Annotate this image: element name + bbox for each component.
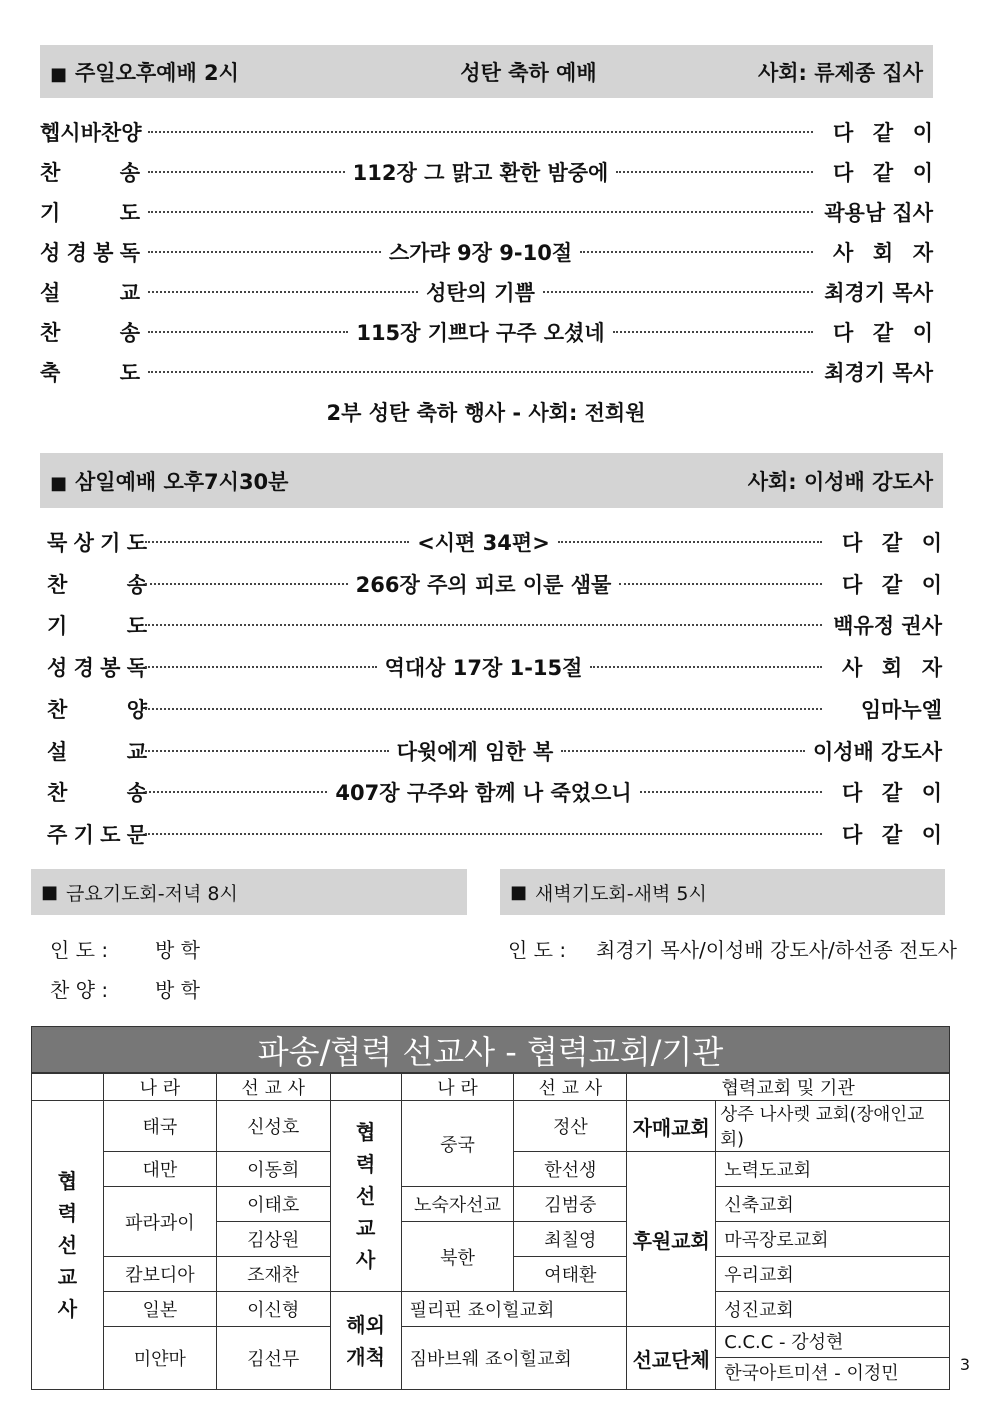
sister-label: 자매교회 bbox=[627, 1101, 716, 1152]
group2-label: 협 력 선 교 사 bbox=[330, 1101, 401, 1292]
order-label: 묵 상 기 도 bbox=[47, 531, 147, 555]
dotted-leader bbox=[616, 171, 813, 173]
org-label: 선교단체 bbox=[627, 1327, 716, 1390]
order-middle bbox=[137, 569, 830, 599]
order-content: 112장 그 맑고 환한 밤중에 bbox=[352, 161, 609, 185]
afternoon-service-header bbox=[40, 45, 933, 98]
missionary-cell: 김범중 bbox=[514, 1187, 627, 1222]
order-label: 찬 송 bbox=[47, 781, 147, 806]
order-leader: 다 같 이 bbox=[833, 121, 933, 145]
overseas-label: 해외 개척 bbox=[330, 1292, 401, 1390]
missionary-cell: 김선무 bbox=[216, 1327, 330, 1390]
support-label: 후원교회 bbox=[627, 1152, 716, 1327]
missions-table bbox=[31, 1073, 950, 1390]
friday-prayer-header: ■ 금요기도회-저녁 8시 bbox=[31, 869, 467, 915]
dotted-leader bbox=[148, 331, 348, 333]
missionary-cell: 이동희 bbox=[216, 1152, 330, 1187]
country-cell: 대만 bbox=[103, 1152, 216, 1187]
missionary-cell: 한선생 bbox=[514, 1152, 627, 1187]
order-row bbox=[47, 610, 942, 640]
country-cell: 캄보디아 bbox=[103, 1257, 216, 1292]
group1-label: 협 력 선 교 사 bbox=[32, 1101, 104, 1390]
sister-church: 상주 나사렛 교회(장애인교회) bbox=[716, 1101, 950, 1152]
order-row bbox=[40, 237, 933, 267]
order-middle bbox=[140, 131, 821, 133]
missionary-cell: 조재찬 bbox=[216, 1257, 330, 1292]
order-row bbox=[40, 277, 933, 307]
order-middle bbox=[137, 624, 830, 626]
col-churches: 협력교회 및 기관 bbox=[627, 1074, 950, 1101]
dotted-leader bbox=[145, 624, 822, 626]
dotted-leader bbox=[148, 171, 345, 173]
order-leader: 이성배 강도사 bbox=[812, 739, 942, 764]
order-row bbox=[47, 777, 942, 807]
order-content: 역대상 17장 1-15절 bbox=[384, 656, 583, 681]
order-middle bbox=[140, 211, 821, 213]
col-missionary: 선 교 사 bbox=[216, 1074, 330, 1101]
missionary-cell: 이태호 bbox=[216, 1187, 330, 1222]
dotted-leader bbox=[558, 541, 822, 543]
order-label: 성 경 봉 독 bbox=[40, 241, 140, 265]
order-leader: 다 같 이 bbox=[842, 781, 942, 806]
order-row bbox=[47, 736, 942, 766]
dotted-leader bbox=[145, 541, 409, 543]
missionary-cell: 최칠영 bbox=[514, 1222, 627, 1257]
order-middle bbox=[137, 777, 830, 807]
order-middle bbox=[140, 371, 821, 373]
order-row bbox=[47, 652, 942, 682]
order-middle bbox=[137, 833, 830, 835]
order-leader: 다 같 이 bbox=[842, 822, 942, 847]
order-leader: 백유정 권사 bbox=[833, 614, 942, 639]
order-row bbox=[40, 157, 933, 187]
square-bullet-icon: ■ bbox=[50, 472, 68, 494]
order-middle bbox=[140, 237, 821, 267]
dotted-leader bbox=[145, 583, 348, 585]
dotted-leader bbox=[148, 291, 418, 293]
order-label: 찬 송 bbox=[40, 321, 140, 345]
order-leader: 다 같 이 bbox=[842, 531, 942, 555]
dotted-leader bbox=[145, 666, 377, 668]
order-leader: 사 회 자 bbox=[833, 241, 933, 265]
order-leader: 최경기 목사 bbox=[824, 281, 933, 305]
order-label: 찬 송 bbox=[40, 161, 140, 185]
dawn-prayer-header: ■ 새벽기도회-새벽 5시 bbox=[500, 869, 945, 915]
missions-title: 파송/협력 선교사 - 협력교회/기관 bbox=[31, 1026, 950, 1073]
order-label: 기 도 bbox=[47, 614, 147, 639]
order-row bbox=[40, 197, 933, 227]
friday-praise: 찬 양 : 방 학 bbox=[50, 978, 200, 1002]
order-leader: 곽용남 집사 bbox=[824, 201, 933, 225]
order-row bbox=[47, 819, 942, 849]
wednesday-service-header bbox=[40, 453, 943, 508]
country-cell: 북한 bbox=[401, 1222, 514, 1292]
dotted-leader bbox=[580, 251, 813, 253]
afternoon-header-right: 사회: 류제종 집사 bbox=[757, 60, 923, 85]
order-content: 407장 구주와 함께 나 죽었으니 bbox=[335, 781, 632, 806]
friday-lead: 인 도 : 방 학 bbox=[50, 938, 200, 962]
dotted-leader bbox=[145, 708, 822, 710]
dotted-leader bbox=[145, 791, 327, 793]
order-row bbox=[47, 527, 942, 557]
part2-notice: 2부 성탄 축하 행사 - 사회: 전희원 bbox=[326, 401, 646, 425]
dotted-leader bbox=[148, 211, 813, 213]
dotted-leader bbox=[145, 750, 389, 752]
square-bullet-icon: ■ bbox=[50, 63, 68, 85]
order-label: 주 기 도 문 bbox=[47, 822, 147, 847]
afternoon-header-left: ■ 주일오후예배 2시 bbox=[50, 60, 239, 85]
dotted-leader bbox=[148, 131, 813, 133]
order-leader: 다 같 이 bbox=[833, 161, 933, 185]
order-row bbox=[40, 117, 933, 147]
order-middle bbox=[137, 652, 830, 682]
dotted-leader bbox=[590, 666, 822, 668]
order-middle bbox=[137, 736, 813, 766]
country-cell: 미얀마 bbox=[103, 1327, 216, 1390]
support-church: 노력도교회 bbox=[716, 1152, 950, 1187]
dotted-leader bbox=[148, 371, 813, 373]
country-cell: 노숙자선교 bbox=[401, 1187, 514, 1222]
country-cell: 중국 bbox=[401, 1101, 514, 1187]
dotted-leader bbox=[613, 331, 813, 333]
order-label: 설 교 bbox=[40, 281, 140, 305]
order-content: 스가랴 9장 9-10절 bbox=[388, 241, 573, 265]
order-middle bbox=[140, 277, 821, 307]
missionary-cell: 정산 bbox=[514, 1101, 627, 1152]
order-label: 성 경 봉 독 bbox=[47, 656, 147, 681]
afternoon-header-center: 성탄 축하 예배 bbox=[460, 60, 597, 85]
dotted-leader bbox=[619, 583, 822, 585]
order-middle bbox=[140, 157, 821, 187]
missionary-cell: 이신형 bbox=[216, 1292, 330, 1327]
mission-org: C.C.C - 강성현 bbox=[716, 1327, 949, 1358]
support-church: 신축교회 bbox=[716, 1187, 950, 1222]
order-content: <시편 34편> bbox=[417, 531, 550, 555]
dotted-leader bbox=[640, 791, 822, 793]
order-label: 헵 시 바 찬 양 bbox=[40, 121, 142, 145]
order-leader: 최경기 목사 bbox=[824, 361, 933, 385]
order-label: 설 교 bbox=[47, 739, 147, 764]
order-content: 266장 주의 피로 이룬 샘물 bbox=[355, 572, 612, 597]
country-cell: 파라과이 bbox=[103, 1187, 216, 1257]
col-country: 나 라 bbox=[401, 1074, 514, 1101]
mission-org: 한국아트미션 - 이정민 bbox=[724, 1363, 899, 1384]
order-label: 찬 양 bbox=[47, 697, 147, 722]
mission-orgs bbox=[716, 1327, 950, 1390]
order-middle bbox=[137, 708, 830, 710]
missionary-cell: 김상원 bbox=[216, 1222, 330, 1257]
square-bullet-icon: ■ bbox=[41, 881, 59, 903]
dotted-leader bbox=[148, 251, 381, 253]
order-middle bbox=[137, 527, 830, 557]
order-row bbox=[40, 357, 933, 387]
wednesday-header-left: ■ 삼일예배 오후7시30분 bbox=[50, 469, 289, 494]
dawn-lead: 인 도 : 최경기 목사/이성배 강도사/하선종 전도사 bbox=[508, 938, 957, 962]
order-row bbox=[40, 317, 933, 347]
missionary-cell: 신성호 bbox=[216, 1101, 330, 1152]
wednesday-header-right: 사회: 이성배 강도사 bbox=[747, 469, 933, 494]
missionary-cell: 여태환 bbox=[514, 1257, 627, 1292]
support-church: 성진교회 bbox=[716, 1292, 950, 1327]
square-bullet-icon: ■ bbox=[510, 881, 528, 903]
order-leader: 다 같 이 bbox=[842, 572, 942, 597]
order-middle bbox=[140, 317, 821, 347]
dotted-leader bbox=[543, 291, 813, 293]
page-number: 3 bbox=[959, 1355, 970, 1374]
order-label: 기 도 bbox=[40, 201, 140, 225]
order-leader: 사 회 자 bbox=[842, 656, 942, 681]
order-leader: 임마누엘 bbox=[860, 697, 942, 722]
support-church: 마곡장로교회 bbox=[716, 1222, 950, 1257]
country-cell: 태국 bbox=[103, 1101, 216, 1152]
order-row bbox=[47, 569, 942, 599]
order-leader: 다 같 이 bbox=[833, 321, 933, 345]
overseas-church: 필리핀 죠이힐교회 bbox=[401, 1292, 627, 1327]
order-content: 115장 기쁘다 구주 오셨네 bbox=[356, 321, 605, 345]
order-label: 찬 송 bbox=[47, 572, 147, 597]
overseas-church: 짐바브웨 죠이힐교회 bbox=[401, 1327, 627, 1390]
order-content: 다윗에게 임한 복 bbox=[396, 739, 554, 764]
order-content: 성탄의 기쁨 bbox=[426, 281, 535, 305]
country-cell: 일본 bbox=[103, 1292, 216, 1327]
col-missionary: 선 교 사 bbox=[514, 1074, 627, 1101]
order-row bbox=[47, 694, 942, 724]
col-country: 나 라 bbox=[103, 1074, 216, 1101]
dotted-leader bbox=[561, 750, 805, 752]
support-church: 우리교회 bbox=[716, 1257, 950, 1292]
dotted-leader bbox=[145, 833, 822, 835]
order-label: 축 도 bbox=[40, 361, 140, 385]
